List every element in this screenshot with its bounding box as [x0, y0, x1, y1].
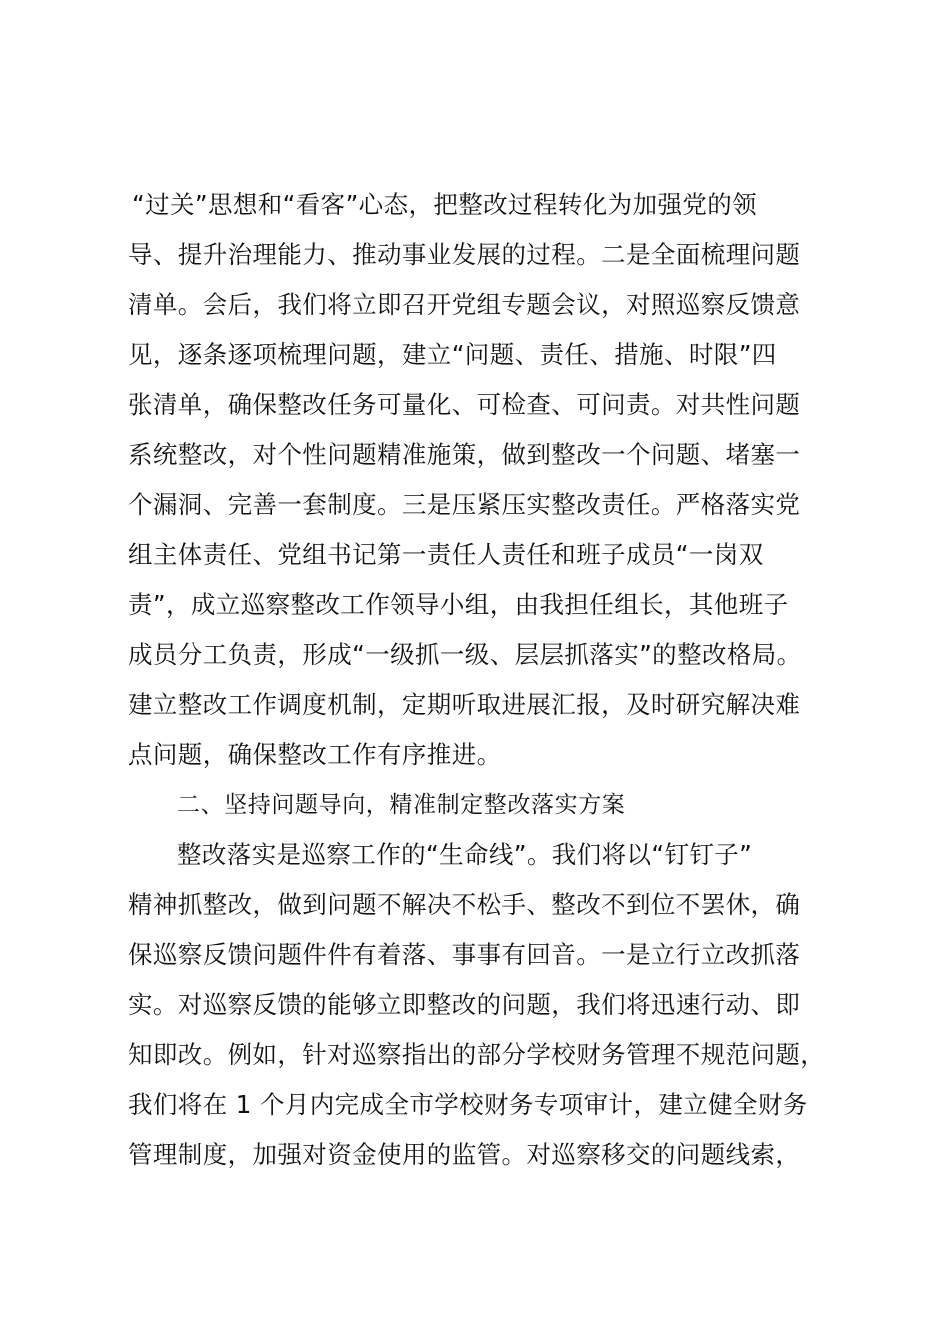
paragraph-2-line: 知即改。例如，针对巡察指出的部分学校财务管理不规范问题， — [128, 1040, 826, 1069]
paragraph-1-line: 个漏洞、完善一套制度。三是压紧压实整改责任。严格落实党 — [128, 490, 801, 519]
paragraph-1-line: “过关”思想和“看客”心态，把整改过程转化为加强党的领 — [132, 190, 758, 219]
paragraph-1-line: 见，逐条逐项梳理问题，建立“问题、责任、措施、时限”四 — [128, 340, 777, 369]
paragraph-1-line: 责”，成立巡察整改工作领导小组，由我担任组长，其他班子 — [128, 590, 789, 619]
paragraph-1-line: 清单。会后，我们将立即召开党组专题会议，对照巡察反馈意 — [128, 290, 801, 319]
paragraph-1-line: 张清单，确保整改任务可量化、可检查、可问责。对共性问题 — [128, 390, 801, 419]
paragraph-1-line: 建立整改工作调度机制，定期听取进展汇报，及时研究解决难 — [128, 690, 801, 719]
document-body — [128, 180, 848, 1180]
paragraph-1-line: 导、提升治理能力、推动事业发展的过程。二是全面梳理问题 — [128, 240, 801, 269]
paragraph-2-line: 我们将在 1 个月内完成全市学校财务专项审计，建立健全财务 — [128, 1090, 808, 1119]
paragraph-2-line: 管理制度，加强对资金使用的监管。对巡察移交的问题线索， — [128, 1140, 801, 1169]
paragraph-1-line: 点问题，确保整改工作有序推进。 — [128, 740, 502, 769]
paragraph-2-line: 精神抓整改，做到问题不解决不松手、整改不到位不罢休，确 — [128, 890, 801, 919]
paragraph-2-line: 实。对巡察反馈的能够立即整改的问题，我们将迅速行动、即 — [128, 990, 801, 1019]
paragraph-1-line: 系统整改，对个性问题精准施策，做到整改一个问题、堵塞一 — [128, 440, 801, 469]
paragraph-1-line: 组主体责任、党组书记第一责任人责任和班子成员“一岗双 — [128, 540, 764, 569]
paragraph-2-line: 整改落实是巡察工作的“生命线”。我们将以“钉钉子” — [177, 840, 753, 869]
paragraph-1-line: 成员分工负责，形成“一级抓一级、层层抓落实”的整改格局。 — [128, 640, 802, 669]
section-heading: 二、坚持问题导向，精准制定整改落实方案 — [177, 792, 626, 818]
paragraph-2-line: 保巡察反馈问题件件有着落、事事有回音。一是立行立改抓落 — [128, 940, 801, 969]
